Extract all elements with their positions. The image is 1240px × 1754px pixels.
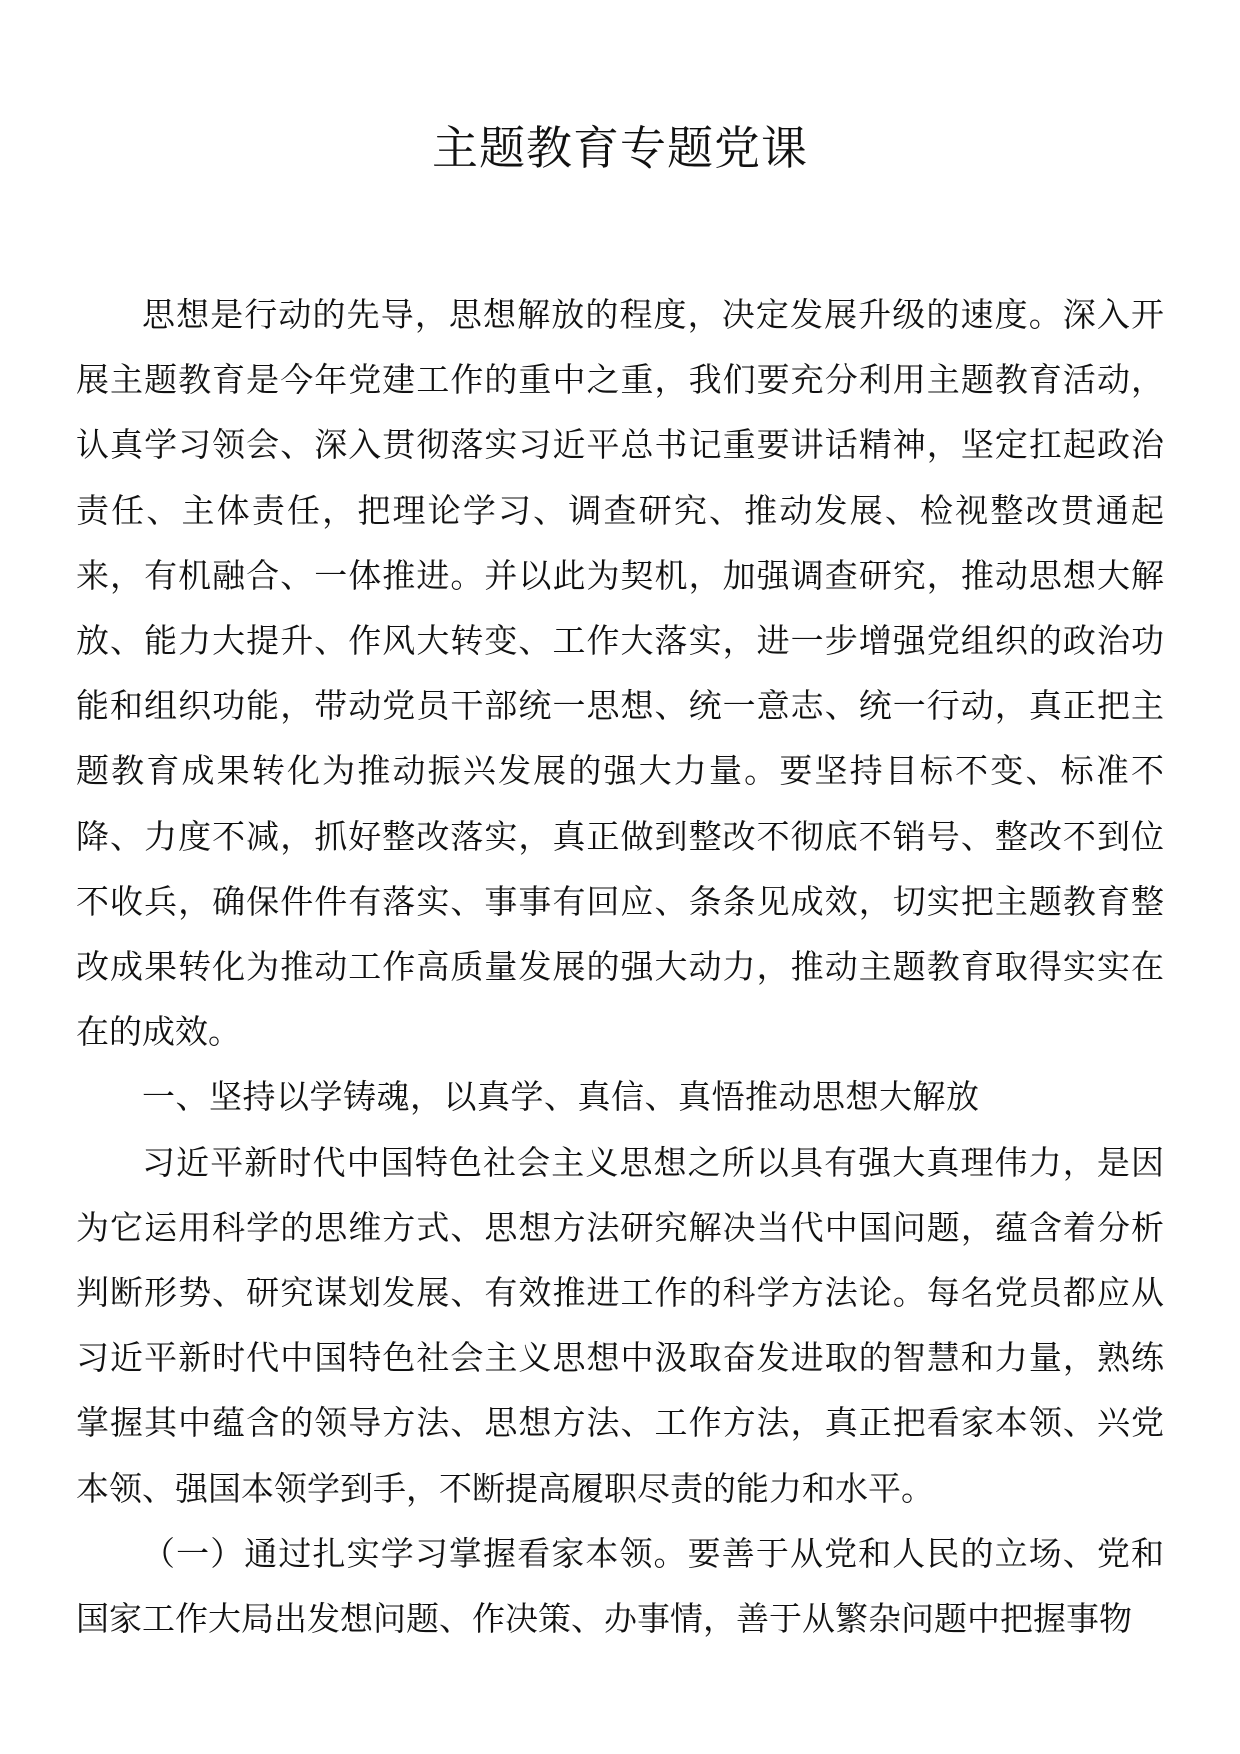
document-body: [76, 282, 1164, 1651]
section-1-paragraph: 习近平新时代中国特色社会主义思想之所以具有强大真理伟力，是因为它运用科学的思维方式、思想方法研究解决当代中国问题，蕴含着分析判断形势、研究谋划发展、有效推进工作的科学方法论。每名党员都应从习近平新时代中国特色社会主义思想中汲取奋发进取的智慧和力量，熟练掌握其中蕴含的领导方法、思想方法、工作方法，真正把看家本领、兴党本领、强国本领学到手，不断提高履职尽责的能力和水平。: [76, 1142, 1164, 1508]
document-title: 主题教育专题党课: [432, 121, 808, 175]
intro-paragraph: 思想是行动的先导，思想解放的程度，决定发展升级的速度。深入开展主题教育是今年党建工作的重中之重，我们要充分利用主题教育活动，认真学习领会、深入贯彻落实习近平总书记重要讲话精神，坚定扛起政治责任、主体责任，把理论学习、调查研究、推动发展、检视整改贯通起来，有机融合、一体推进。并以此为契机，加强调查研究，推动思想大解放、能力大提升、作风大转变、工作大落实，进一步增强党组织的政治功能和组织功能，带动党员干部统一思想、统一意志、统一行动，真正把主题教育成果转化为推动振兴发展的强大力量。要坚持目标不变、标准不降、力度不减，抓好整改落实，真正做到整改不彻底不销号、整改不到位不收兵，确保件件有落实、事事有回应、条条见成效，切实把主题教育整改成果转化为推动工作高质量发展的强大动力，推动主题教育取得实实在在的成效。: [76, 295, 1164, 1052]
subsection-1-paragraph: （一）通过扎实学习掌握看家本领。要善于从党和人民的立场、党和国家工作大局出发想问题、作决策、办事情，善于从繁杂问题中把握事物: [76, 1533, 1164, 1639]
section-heading-1: 一、坚持以学铸魂，以真学、真信、真悟推动思想大解放: [142, 1077, 980, 1117]
